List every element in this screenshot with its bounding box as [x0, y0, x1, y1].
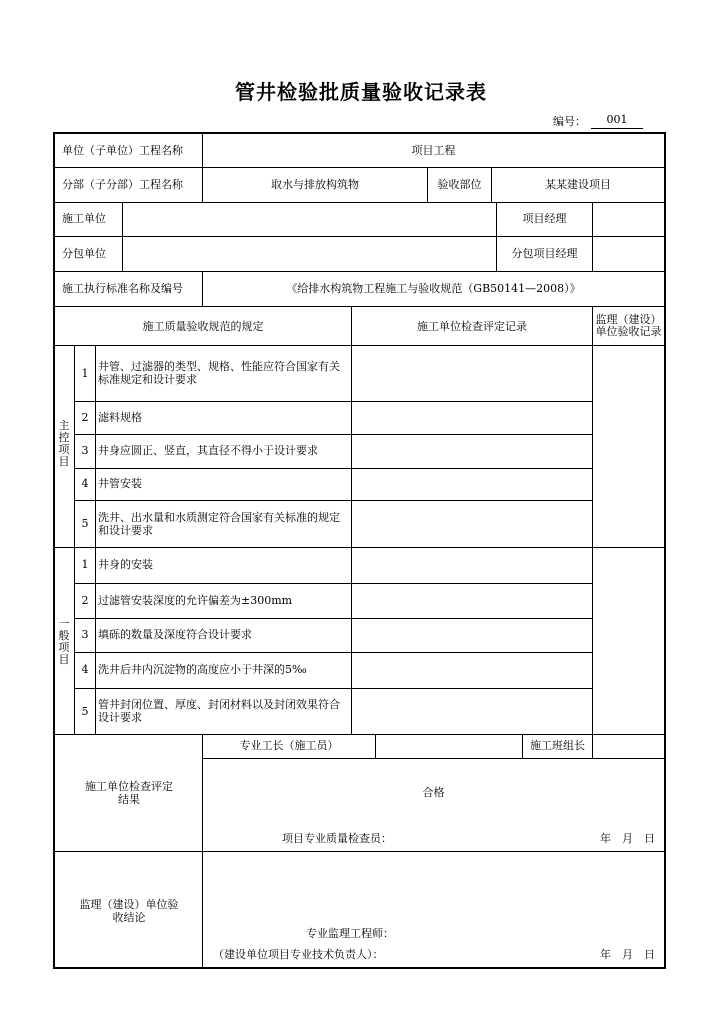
serial-label: 编号：: [553, 115, 586, 128]
page-title: 管井检验批质量验收记录表: [235, 80, 487, 104]
item-requirement: 洗井后井内沉淀物的高度应小于井深的5‰: [98, 663, 307, 676]
unit-project-label: 单位（子单位）工程名称: [62, 144, 183, 157]
item-requirement: 井身的安装: [98, 558, 153, 571]
acceptance-part-value[interactable]: 某某建设项目: [545, 178, 611, 191]
item-requirement: 管井封闭位置、厚度、封闭材料以及封闭效果符合设计要求: [98, 698, 340, 724]
main-items-group-label: 主控项目: [58, 419, 70, 468]
construction-unit-label: 施工单位: [62, 212, 106, 225]
item-number: 2: [81, 594, 89, 607]
quality-inspector-label: 项目专业质量检查员：: [282, 832, 392, 845]
item-requirement: 井管安装: [98, 477, 142, 490]
inspection-date[interactable]: 年 月 日: [600, 832, 655, 845]
item-number: 4: [81, 477, 89, 490]
item-number: 5: [81, 705, 89, 718]
supervision-column-header: 监理（建设）单位验收记录: [595, 313, 662, 338]
item-number: 4: [81, 663, 89, 676]
supervision-conclusion-label: 监理（建设）单位验收结论: [79, 898, 179, 924]
item-number: 3: [81, 444, 89, 457]
item-requirement: 井管、过滤器的类型、规格、性能应符合国家有关标准规定和设计要求: [98, 360, 340, 386]
unit-project-value[interactable]: 项目工程: [411, 144, 456, 157]
sub-project-value[interactable]: 取水与排放构筑物: [271, 178, 359, 191]
item-requirement: 洗井、出水量和水质测定符合国家有关标准的规定和设计要求: [98, 511, 340, 537]
check-result-value[interactable]: 合格: [422, 786, 445, 799]
check-result-label: 施工单位检查评定结果: [85, 780, 173, 806]
sub-project-label: 分部（子分部）工程名称: [62, 178, 183, 191]
supervision-date[interactable]: 年 月 日: [600, 948, 655, 961]
team-leader-label: 施工班组长: [530, 739, 585, 752]
item-requirement: 井身应圆正、竖直，其直径不得小于设计要求: [98, 444, 318, 457]
general-items-group-label: 一般项目: [58, 617, 70, 666]
project-manager-label: 项目经理: [522, 212, 567, 225]
supervisor-label: 专业监理工程师：: [306, 927, 394, 940]
item-requirement: 填砾的数量及深度符合设计要求: [98, 628, 252, 641]
inspection-form-table: [53, 132, 666, 969]
item-requirement: 过滤管安装深度的允许偏差为±300mm: [98, 594, 293, 607]
acceptance-part-label: 验收部位: [437, 178, 482, 191]
owner-rep-label: （建设单位项目专业技术负责人）：: [213, 948, 384, 961]
item-number: 1: [81, 558, 89, 571]
item-number: 1: [81, 367, 89, 380]
foreman-label: 专业工长（施工员）: [239, 739, 339, 752]
item-requirement: 滤料规格: [98, 411, 142, 424]
serial-number-field[interactable]: 001: [591, 113, 643, 129]
subcontract-unit-label: 分包单位: [62, 247, 106, 260]
standard-value[interactable]: 《给排水构筑物工程施工与验收规范（GB50141—2008）》: [286, 282, 581, 295]
item-number: 3: [81, 628, 89, 641]
inspection-column-header: 施工单位检查评定记录: [417, 320, 527, 333]
spec-column-header: 施工质量验收规范的规定: [142, 320, 264, 333]
standard-label: 施工执行标准名称及编号: [62, 282, 183, 295]
subcontract-manager-label: 分包项目经理: [511, 247, 578, 260]
item-number: 5: [81, 517, 89, 530]
item-number: 2: [81, 411, 89, 424]
